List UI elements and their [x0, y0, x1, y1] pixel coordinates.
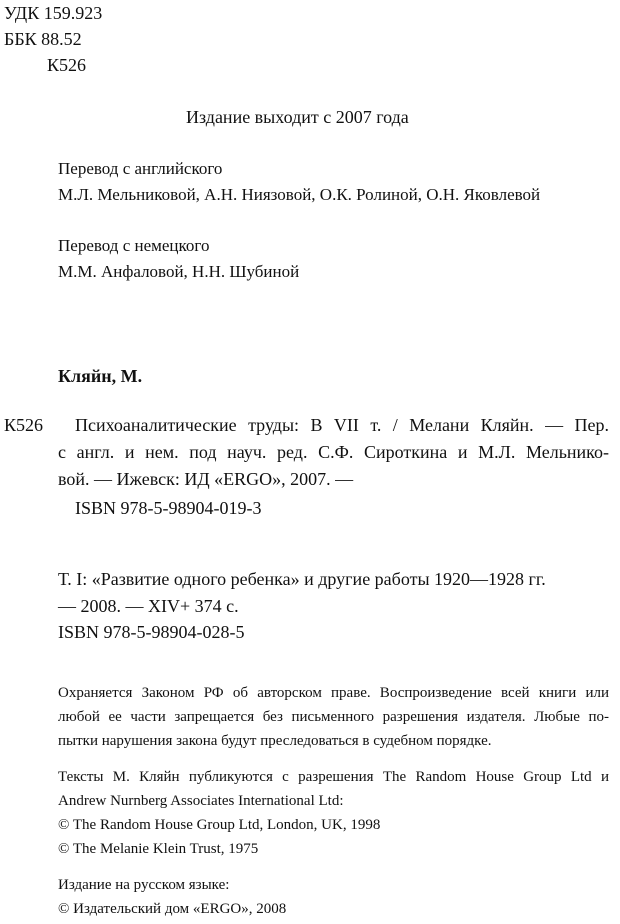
- volume-line-1: Т. I: «Развитие одного ребенка» и другие работы 1920—1928 гг.: [58, 569, 546, 589]
- copyright-notice-line-3: пытки нарушения закона будут преследоваться в судебном порядке.: [58, 733, 492, 749]
- catalog-isbn: ISBN 978-5-98904-019-3: [75, 498, 262, 518]
- edition-note: Издание выходит с 2007 года: [186, 107, 409, 127]
- copyright-notice-line-1: Охраняется Законом РФ об авторском праве. Воспроизведение всей книги или: [58, 685, 609, 701]
- catalog-line-3: вой. — Ижевск: ИД «ERGO», 2007. —: [58, 469, 354, 489]
- copyright-notice-line-2: любой ее части запрещается без письменного разрешения издателя. Любые по-: [58, 709, 609, 725]
- translation-en-translators: М.Л. Мельниковой, А.Н. Ниязовой, О.К. Ролиной, О.Н. Яковлевой: [58, 185, 541, 204]
- udk-code: УДК 159.923: [4, 3, 103, 23]
- translation-de-translators: М.М. Анфаловой, Н.Н. Шубиной: [58, 262, 300, 281]
- translation-de-label: Перевод с немецкого: [58, 236, 210, 255]
- bbk-code: ББК 88.52: [4, 29, 82, 49]
- volume-line-2: — 2008. — XIV+ 374 с.: [58, 596, 239, 616]
- author-heading: Кляйн, М.: [58, 366, 143, 386]
- rights-line-1: Тексты М. Кляйн публикуются с разрешения The Random House Group Ltd и: [58, 769, 609, 785]
- catalog-line-1: Психоаналитические труды: В VII т. / Мелани Кляйн. — Пер.: [75, 415, 609, 435]
- translation-en-label: Перевод с английского: [58, 159, 223, 178]
- catalog-mark: К526: [4, 415, 44, 435]
- volume-isbn: ISBN 978-5-98904-028-5: [58, 622, 245, 642]
- russian-edition-label: Издание на русском языке:: [58, 877, 230, 893]
- author-mark: К526: [47, 55, 87, 75]
- rights-copyright-1: © The Random House Group Ltd, London, UK, 1998: [58, 817, 381, 833]
- rights-copyright-2: © The Melanie Klein Trust, 1975: [58, 841, 259, 857]
- catalog-line-2: с англ. и нем. под науч. ред. С.Ф. Сироткина и М.Л. Мельнико-: [58, 442, 609, 462]
- rights-line-2: Andrew Nurnberg Associates International Ltd:: [58, 793, 344, 809]
- russian-edition-copyright: © Издательский дом «ERGO», 2008: [58, 901, 287, 917]
